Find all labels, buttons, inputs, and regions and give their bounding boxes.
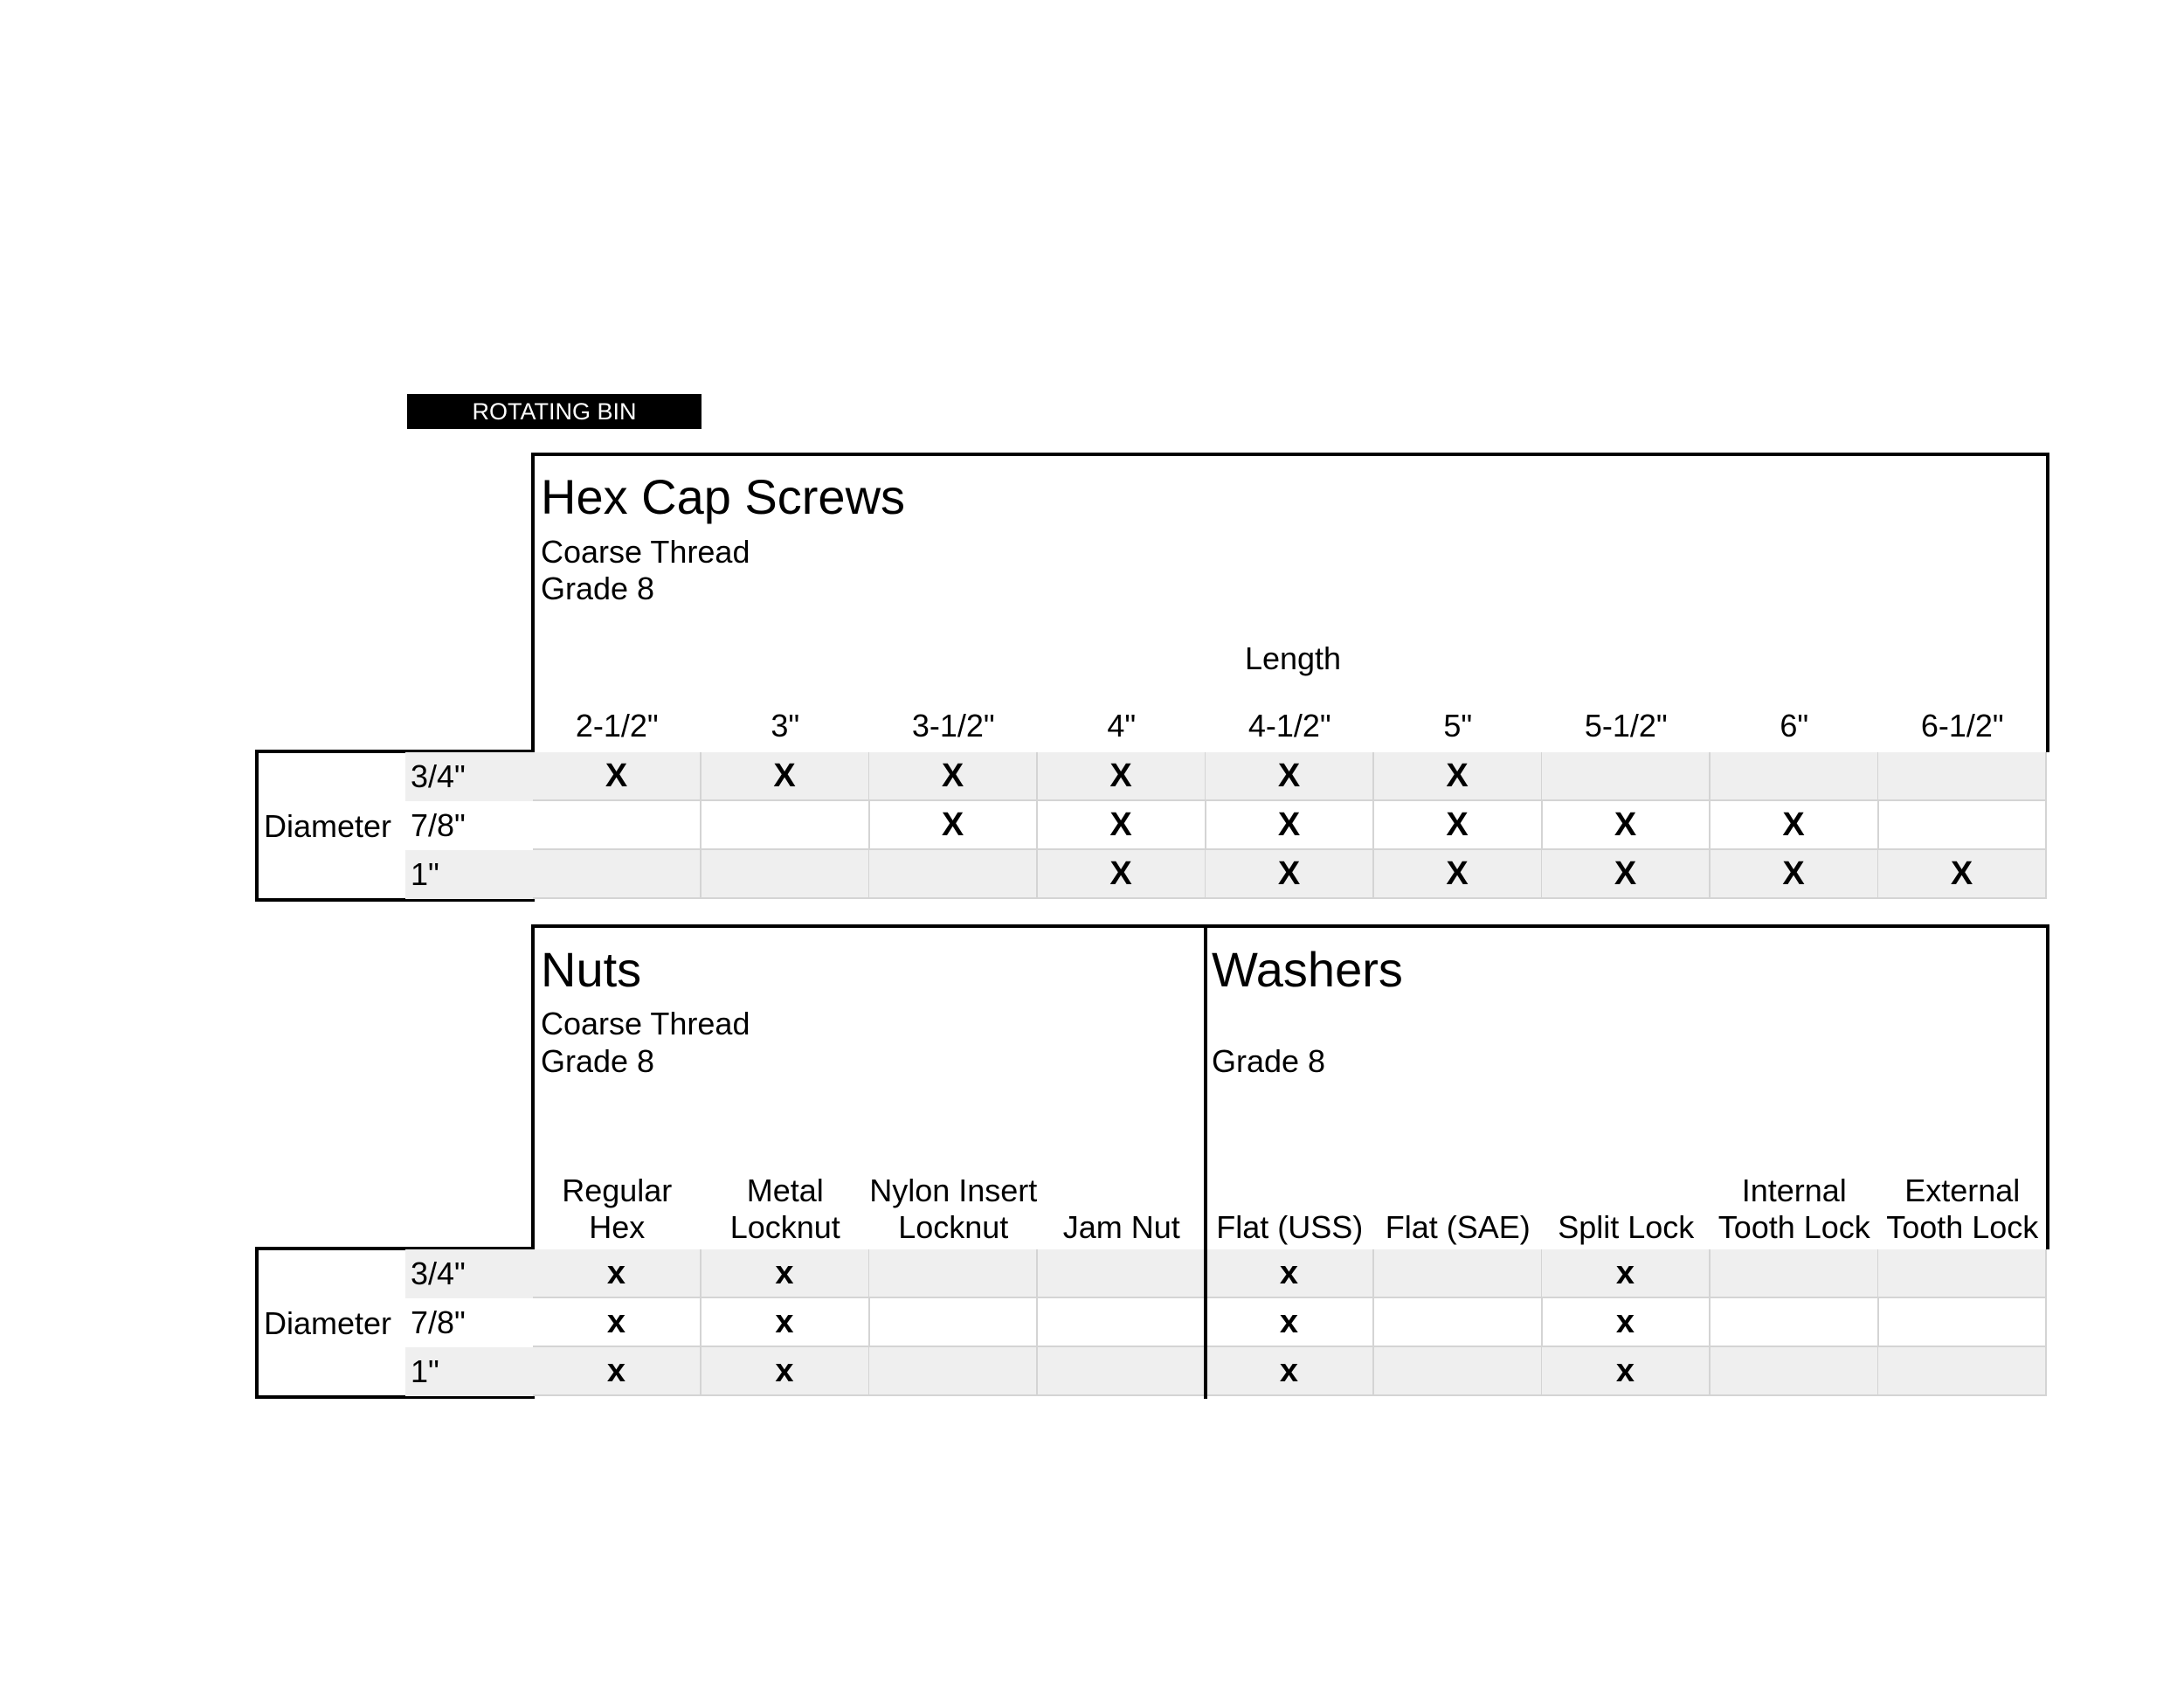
grid-cell — [1878, 801, 2047, 850]
type-column-header: Flat (SAE) — [1385, 1209, 1531, 1245]
type-column-header: Jam Nut — [1062, 1209, 1180, 1245]
grid-cell: x — [702, 1347, 870, 1396]
grid-cell: X — [1374, 752, 1543, 801]
type-column-header: External Tooth Lock — [1886, 1173, 2039, 1245]
grid-cell: X — [1038, 752, 1206, 801]
grid-cell: X — [1542, 801, 1711, 850]
grid-cell: X — [869, 752, 1038, 801]
grid-cell — [1038, 1298, 1206, 1347]
length-column-header: 2-1/2" — [575, 708, 659, 744]
type-column-header: Metal Locknut — [729, 1173, 840, 1245]
grid-cell: X — [533, 752, 702, 801]
grid-cell: x — [533, 1347, 702, 1396]
grid-cell — [1038, 1249, 1206, 1298]
diameter-size-label: 3/4" — [405, 752, 533, 801]
nuts-subtitle-grade: Grade 8 — [541, 1043, 655, 1079]
grid-cell: X — [702, 752, 870, 801]
length-column-header: 6-1/2" — [1920, 708, 2004, 744]
grid-cell — [1711, 1298, 1879, 1347]
length-column-header: 6" — [1780, 708, 1809, 744]
grid-cell — [1711, 1347, 1879, 1396]
nuts-title: Nuts — [541, 942, 642, 997]
grid-cell: X — [1206, 752, 1374, 801]
grid-cell — [1878, 1298, 2047, 1347]
grid-cell — [869, 1249, 1038, 1298]
length-column-header: 4" — [1107, 708, 1137, 744]
diameter-size-label: 1" — [405, 1347, 533, 1396]
grid-cell — [1542, 752, 1711, 801]
grid-cell: x — [1542, 1347, 1711, 1396]
diameter-size-label: 1" — [405, 850, 533, 899]
hex-title: Hex Cap Screws — [541, 469, 906, 524]
hex-subtitle-grade: Grade 8 — [541, 571, 655, 606]
grid-cell: x — [533, 1298, 702, 1347]
grid-cell: X — [1206, 801, 1374, 850]
grid-cell — [1374, 1347, 1543, 1396]
diameter-size-label: 7/8" — [411, 1304, 466, 1340]
rotating-bin-label: ROTATING BIN — [407, 394, 702, 429]
grid-cell: X — [1878, 850, 2047, 899]
grid-cell — [1878, 752, 2047, 801]
grid-cell — [702, 850, 870, 899]
grid-cell: x — [702, 1249, 870, 1298]
grid-cell: x — [1542, 1298, 1711, 1347]
type-column-header: Internal Tooth Lock — [1717, 1173, 1870, 1245]
grid-cell: x — [1206, 1249, 1374, 1298]
grid-cell: x — [1206, 1347, 1374, 1396]
length-column-header: 3-1/2" — [911, 708, 995, 744]
grid-cell: x — [702, 1298, 870, 1347]
grid-cell: X — [869, 801, 1038, 850]
nuts-subtitle-thread: Coarse Thread — [541, 1006, 750, 1041]
grid-cell: X — [1038, 801, 1206, 850]
grid-cell — [1878, 1347, 2047, 1396]
grid-cell — [869, 1347, 1038, 1396]
grid-cell — [869, 850, 1038, 899]
type-column-header: Split Lock — [1558, 1209, 1695, 1245]
grid-cell: x — [533, 1249, 702, 1298]
grid-cell: x — [1542, 1249, 1711, 1298]
grid-cell — [869, 1298, 1038, 1347]
hex-subtitle-thread: Coarse Thread — [541, 534, 750, 570]
grid-cell — [1374, 1249, 1543, 1298]
grid-cell: X — [1374, 801, 1543, 850]
washers-subtitle-grade: Grade 8 — [1212, 1043, 1326, 1079]
length-column-header: 3" — [771, 708, 800, 744]
grid-cell: X — [1038, 850, 1206, 899]
type-column-header: Nylon Insert Locknut — [869, 1173, 1038, 1245]
diameter-size-label: 7/8" — [411, 807, 466, 843]
lower-diameter-label: Diameter — [264, 1305, 392, 1341]
grid-cell — [1878, 1249, 2047, 1298]
section-divider — [1204, 1247, 1207, 1399]
type-column-header: Flat (USS) — [1216, 1209, 1364, 1245]
grid-cell: x — [1206, 1298, 1374, 1347]
grid-cell: X — [1206, 850, 1374, 899]
grid-cell — [533, 850, 702, 899]
grid-cell — [533, 801, 702, 850]
grid-cell — [1711, 752, 1879, 801]
grid-cell: X — [1542, 850, 1711, 899]
grid-cell — [1374, 1298, 1543, 1347]
length-column-header: 5" — [1443, 708, 1473, 744]
diameter-size-label: 3/4" — [405, 1249, 533, 1298]
length-column-header: 5-1/2" — [1584, 708, 1668, 744]
type-column-header: Regular Hex — [562, 1173, 673, 1245]
grid-cell — [702, 801, 870, 850]
length-column-header: 4-1/2" — [1248, 708, 1331, 744]
length-axis-label: Length — [1244, 640, 1342, 676]
grid-cell — [1711, 1249, 1879, 1298]
grid-cell: X — [1711, 801, 1879, 850]
hex-diameter-label: Diameter — [264, 808, 392, 844]
grid-cell: X — [1374, 850, 1543, 899]
washers-title: Washers — [1212, 942, 1403, 997]
grid-cell — [1038, 1347, 1206, 1396]
grid-cell: X — [1711, 850, 1879, 899]
